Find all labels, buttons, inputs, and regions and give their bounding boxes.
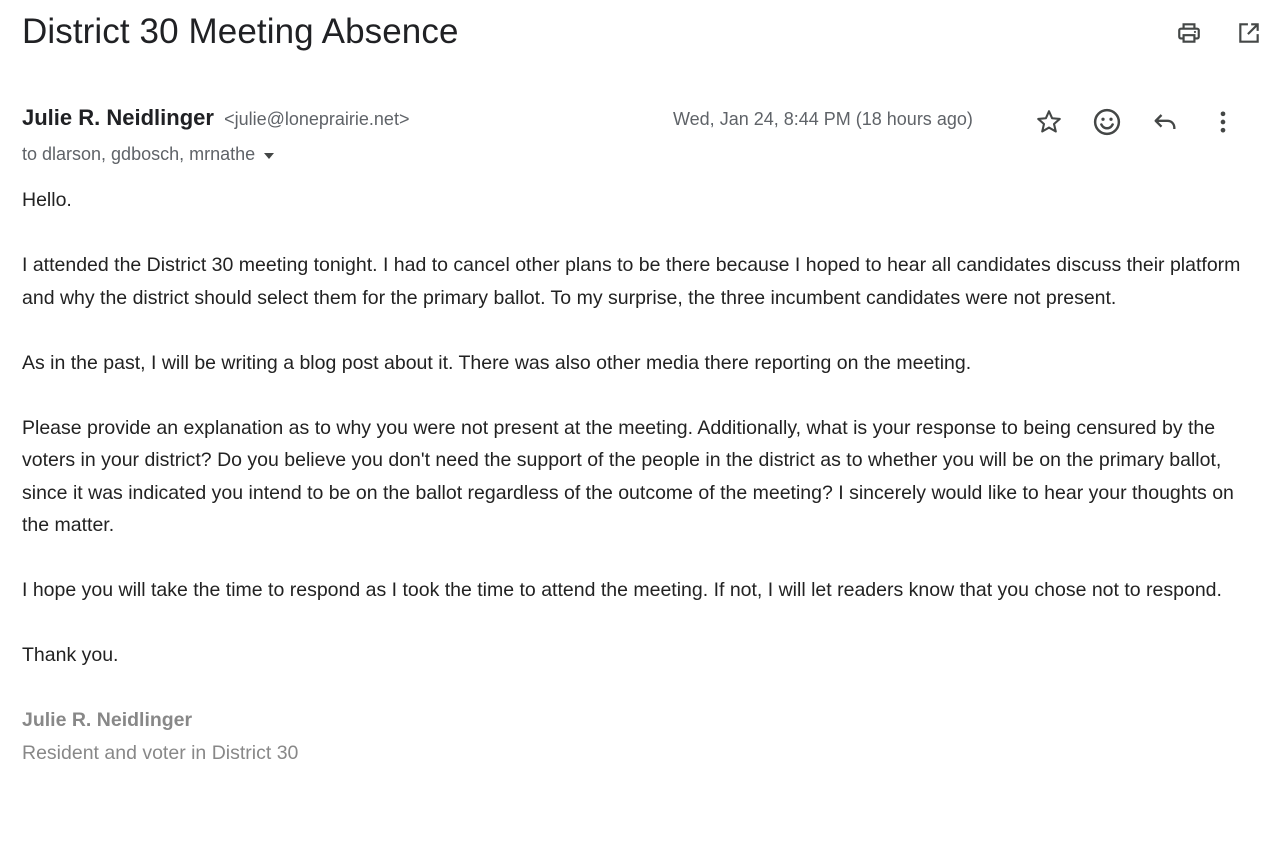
email-body (22, 184, 1262, 769)
recipients-line (22, 144, 275, 165)
reply-icon (1151, 108, 1179, 136)
body-paragraph: I hope you will take the time to respond as I took the time to attend the meeting. If not, I will let readers know that you chose not to respond. (22, 579, 1222, 601)
subject-toolbar (1174, 18, 1264, 48)
more-options-button[interactable] (1206, 105, 1240, 139)
reply-button[interactable] (1148, 105, 1182, 139)
emoji-reaction-button[interactable] (1090, 105, 1124, 139)
sender-email: <julie@loneprairie.net> (224, 109, 410, 129)
open-in-new-window-icon (1236, 20, 1262, 46)
email-date: Wed, Jan 24, 8:44 PM (18 hours ago) (673, 109, 973, 129)
sender-name[interactable]: Julie R. Neidlinger (22, 105, 214, 130)
email-subject: District 30 Meeting Absence (22, 12, 459, 51)
print-icon (1176, 20, 1202, 46)
emoji-reaction-icon (1092, 107, 1122, 137)
recipients-text: to dlarson, gdbosch, mrnathe (22, 144, 256, 164)
body-paragraph: I attended the District 30 meeting tonight. I had to cancel other plans to be there because I hoped to hear all candidates discuss their platform and why the district should select them for the primary ballot. To my surprise, the three incumbent candidates were not present. (22, 254, 1241, 309)
open-in-new-window-button[interactable] (1234, 18, 1264, 48)
more-vertical-icon (1209, 108, 1237, 136)
signature (22, 704, 1262, 769)
signature-name: Julie R. Neidlinger (22, 709, 193, 731)
signature-title: Resident and voter in District 30 (22, 741, 299, 764)
body-closing: Thank you. (22, 644, 119, 666)
body-greeting: Hello. (22, 189, 72, 211)
caret-down-icon[interactable] (263, 152, 275, 160)
message-actions (1032, 105, 1240, 139)
star-icon (1035, 108, 1063, 136)
star-button[interactable] (1032, 105, 1066, 139)
body-paragraph: As in the past, I will be writing a blog post about it. There was also other media there reporting on the meeting. (22, 351, 972, 374)
print-button[interactable] (1174, 18, 1204, 48)
sender-line (22, 105, 409, 131)
body-paragraph: Please provide an explanation as to why you were not present at the meeting. Additionally, what is your response to being censured by the voters in your district? Do you believe you don't need the support of the people in the district as to whether you will be on the primary ballot, since it was indicated you intend to be on the ballot regardless of the outcome of the meeting? I sincerely would like to hear your thoughts on the matter. (22, 416, 1234, 536)
